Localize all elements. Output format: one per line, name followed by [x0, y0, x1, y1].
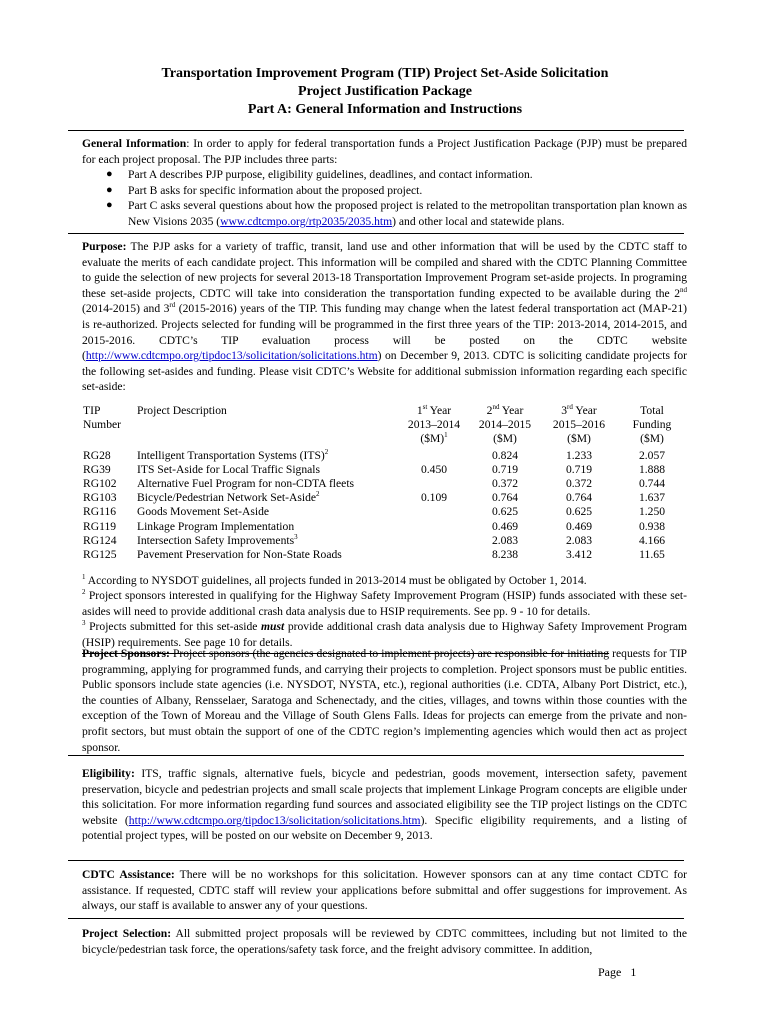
cell-tip-number: RG103 — [83, 491, 117, 505]
footnotes — [82, 573, 687, 650]
bullet-text: Part C asks several questions about how the proposed project is related to the metropolitan transportation plan known as New Visions 2035 ( — [128, 199, 687, 228]
cell-project-description: Intelligent Transportation Systems (ITS)$^2$ — [137, 447, 329, 462]
cell-tip-number: RG125 — [83, 548, 117, 562]
bullet-text: Part B asks for specific information about the proposed project. — [128, 183, 423, 197]
sponsors-text: requests for TIP programming, applying for programmed funds, and carrying their projects to completion. Project sponsors must be public entities. Public sponsors include state agencies (i.e. NYSDOT, NYSTA, etc.), regional authorities (i.e. CDTA, Albany Port District, etc.), the counties of Albany, Rensselaer, Saratoga and Schenectady, and the cities, villages, and towns within those counties with the exception of the Town of Moreau and the Village of South Glens Falls. Ideas for projects can emerge from the private and non-profit sectors, but must obtain the support of one of the CDTC region’s implementing agencies which would then act as project sponsor. — [82, 647, 687, 754]
doc-title: Transportation Improvement Program (TIP) Project Set-Aside Solicitation — [161, 66, 609, 81]
cell-project-description: Pavement Preservation for Non-State Roads — [137, 548, 342, 562]
cell-year-2: 0.625 — [491, 505, 519, 519]
header-year-1: 1st Year 2013–2014 ($M)$^1$ — [407, 403, 461, 446]
header-total-funding: Total Funding ($M) — [632, 404, 672, 446]
bullet-item — [82, 167, 687, 183]
cell-year-2: 0.764 — [491, 491, 519, 505]
divider-assistance — [68, 918, 684, 919]
cell-tip-number: RG116 — [83, 505, 117, 519]
divider-sponsors — [68, 755, 684, 756]
doc-part-title: Part A: General Information and Instructions — [247, 102, 523, 117]
ordinal-sup: rd — [169, 301, 176, 310]
eligibility-text: ITS, traffic signals, alternative fuels, bicycle and pedestrian, goods movement, intersection safety, pavement preservation, bicycle and pedestrian projects and small scale projects that implement Linkage Program concepts are eligible under this solicitation. For more information regarding fund sources and associated eligibility see the TIP project listings on the CDTC website ( — [82, 767, 687, 827]
assistance-text: There will be no workshops for this solicitation. However sponsors can at any time contact CDTC for assistance. If requested, CDTC staff will review your applications before submittal and offer suggestions for improvement. As always, our staff is available to answer any of your questions. — [82, 868, 688, 913]
cell-year-3: 0.469 — [565, 519, 593, 533]
bullet-text-tail: ) and other local and statewide plans. — [392, 214, 565, 228]
footnote-1: According to NYSDOT guidelines, all projects funded in 2013-2014 must be obligated by October 1, 2014. — [85, 574, 587, 587]
cell-tip-number: RG28 — [83, 448, 111, 462]
purpose-text: ) on December 9, 2013. CDTC is soliciting candidate projects for the following set-asides and funding. Please visit CDTC’s Website for additional submission information regarding each specific set-aside: — [82, 349, 687, 394]
cell-total-funding: 1.637 — [638, 491, 666, 505]
cell-project-description: ITS Set-Aside for Local Traffic Signals — [137, 462, 321, 476]
cell-year-2: 2.083 — [491, 533, 519, 547]
bullet-icon: ● — [106, 199, 113, 212]
cell-tip-number: RG39 — [83, 462, 111, 476]
cell-year-1 — [400, 505, 468, 519]
cell-year-2: 0.719 — [491, 462, 519, 476]
cell-total-funding: 0.938 — [638, 519, 666, 533]
cell-project-description: Alternative Fuel Program for non-CDTA fleets — [137, 477, 355, 491]
selection-section — [82, 926, 687, 957]
footnote-3: Projects submitted for this set-aside — [85, 620, 262, 634]
cell-year-1 — [400, 449, 468, 463]
footnote-2: Project sponsors interested in qualifying for the Highway Safety Improvement Program (HSIP) funds associated with these set-asides will need to provide additional crash data analysis due to HSIP requirements. See pp. 9 - 10 for details. — [82, 589, 687, 618]
divider-top — [68, 130, 684, 131]
footnote-mark: 3 — [82, 619, 86, 628]
cell-year-1: 0.450 — [420, 462, 448, 476]
cell-year-2: 8.238 — [491, 548, 519, 562]
cell-year-3: 1.233 — [565, 448, 593, 462]
eligibility-text-tail: ). Specific eligibility requirements, and a listing of potential project types, will be posted on our website on December 9, 2013. — [82, 813, 687, 843]
eligibility-section — [82, 766, 687, 844]
table-row — [80, 491, 688, 505]
page-number: 1 — [630, 965, 637, 979]
set-aside-table — [80, 404, 688, 562]
sponsors-struck-text: Project sponsors (the agencies designated to implement projects) are responsible for initiating — [169, 647, 610, 660]
cell-project-description: Intersection Safety Improvements$^3$ — [137, 532, 298, 547]
bullet-item — [82, 183, 687, 199]
cell-year-2: 0.372 — [491, 477, 519, 491]
purpose-text: (2015-2016) years of the TIP. This funding may change when the latest federal transportation act (MAP-21) is re-authorized. Projects selected for funding will be programmed in the first three years of the TIP: 2013-2014, 2014-2015, and 2015-2016. CDTC’s TIP evaluation process will be posted on the CDTC website ( — [82, 302, 687, 363]
cell-total-funding: 1.888 — [638, 462, 666, 476]
cell-year-3: 0.372 — [565, 477, 593, 491]
table-row — [80, 463, 688, 477]
cell-year-1 — [400, 548, 468, 562]
purpose-text: The PJP asks for a variety of traffic, transit, land use and other information that will be used by the CDTC staff to evaluate the merits of each candidate project. This information will be compiled and shared with the CDTC Planning Committee to guide the selection of new projects for several 2013-18 Transportation Improvement Program set-aside projects. In programing these set-aside projects, CDTC will take into consideration the transportation funding expected to be available during the 2 — [82, 240, 687, 300]
cell-project-description: Linkage Program Implementation — [137, 519, 295, 533]
cell-total-funding: 4.166 — [638, 533, 666, 547]
eligibility-label: Eligibility: — [82, 767, 135, 780]
cell-year-2: 0.824 — [491, 448, 519, 462]
general-info-label: General Information — [82, 137, 187, 150]
table-row — [80, 534, 688, 548]
cell-year-3: 0.764 — [565, 491, 593, 505]
footnote-3-emphasis: must — [261, 620, 285, 634]
cell-year-1 — [400, 520, 468, 534]
cell-project-description: Bicycle/Pedestrian Network Set-Aside$^2$ — [137, 490, 320, 505]
eligibility-link[interactable]: http://www.cdtcmpo.org/tipdoc13/solicitation/solicitations.htm — [128, 813, 421, 827]
cell-year-3: 2.083 — [565, 533, 593, 547]
selection-label: Project Selection: — [82, 927, 172, 940]
header-year-3: 3rd Year 2015–2016 ($M) — [552, 403, 606, 446]
header-year-2: 2nd Year 2014–2015 ($M) — [478, 403, 532, 446]
cell-total-funding: 1.250 — [638, 505, 666, 519]
divider-general — [68, 233, 684, 234]
cell-total-funding: 2.057 — [638, 448, 666, 462]
cell-tip-number: RG119 — [83, 519, 117, 533]
cell-year-3: 0.625 — [565, 505, 593, 519]
cell-year-2: 0.469 — [491, 519, 519, 533]
page-footer — [598, 965, 636, 980]
cell-total-funding: 0.744 — [638, 477, 666, 491]
bullet-text: Part A describes PJP purpose, eligibility guidelines, deadlines, and contact information. — [128, 168, 533, 182]
bullet-item — [82, 198, 687, 229]
general-info-text: : In order to apply for federal transportation funds a Project Justification Package (PJP) must be prepared for each project proposal. The PJP includes three parts: — [82, 137, 688, 166]
table-row — [80, 548, 688, 562]
footnote-mark: 2 — [82, 588, 86, 597]
table-row — [80, 449, 688, 463]
purpose-text: (2014-2015) and 3 — [82, 302, 170, 316]
cell-total-funding: 11.65 — [639, 548, 665, 562]
general-info-section — [82, 136, 687, 230]
bullet-icon: ● — [106, 168, 113, 181]
cell-tip-number: RG102 — [83, 477, 117, 491]
bullet-icon: ● — [106, 183, 113, 196]
cell-year-3: 0.719 — [565, 462, 593, 476]
header-tip-number: TIP Number — [83, 404, 121, 432]
ordinal-sup: nd — [680, 285, 687, 294]
solicitations-link[interactable]: http://www.cdtcmpo.org/tipdoc13/solicitation/solicitations.htm — [85, 349, 378, 363]
purpose-section — [82, 239, 687, 395]
doc-subtitle: Project Justification Package — [298, 84, 472, 99]
cell-project-description: Goods Movement Set-Aside — [137, 505, 270, 519]
selection-text: All submitted project proposals will be reviewed by CDTC committees, including but not limited to the bicycle/pedestrian task force, the operations/safety task force, and the freight advisory committee. In addition, — [82, 927, 687, 956]
cell-year-1 — [400, 477, 468, 491]
cell-year-3: 3.412 — [565, 548, 593, 562]
footnote-mark: 1 — [82, 573, 86, 582]
sponsors-section — [82, 646, 687, 755]
cell-year-1 — [400, 534, 468, 548]
assistance-label: CDTC Assistance: — [82, 868, 175, 881]
table-header-row — [80, 404, 688, 449]
table-row — [80, 520, 688, 534]
footnote-3-tail: provide additional crash data analysis due to Highway Safety Improvement Program (HSIP) requirements. See page 10 for details. — [82, 620, 687, 649]
header-project-description: Project Description — [137, 404, 227, 417]
purpose-label: Purpose: — [82, 240, 127, 253]
cell-year-1: 0.109 — [420, 491, 448, 505]
assistance-section — [82, 867, 687, 914]
table-row — [80, 505, 688, 519]
new-visions-link[interactable]: www.cdtcmpo.org/rtp2035/2035.htm — [220, 214, 393, 228]
cell-tip-number: RG124 — [83, 533, 117, 547]
divider-eligibility — [68, 860, 684, 861]
table-row — [80, 477, 688, 491]
page-label: Page — [598, 965, 622, 979]
sponsors-label: Project Sponsors: — [82, 647, 170, 660]
